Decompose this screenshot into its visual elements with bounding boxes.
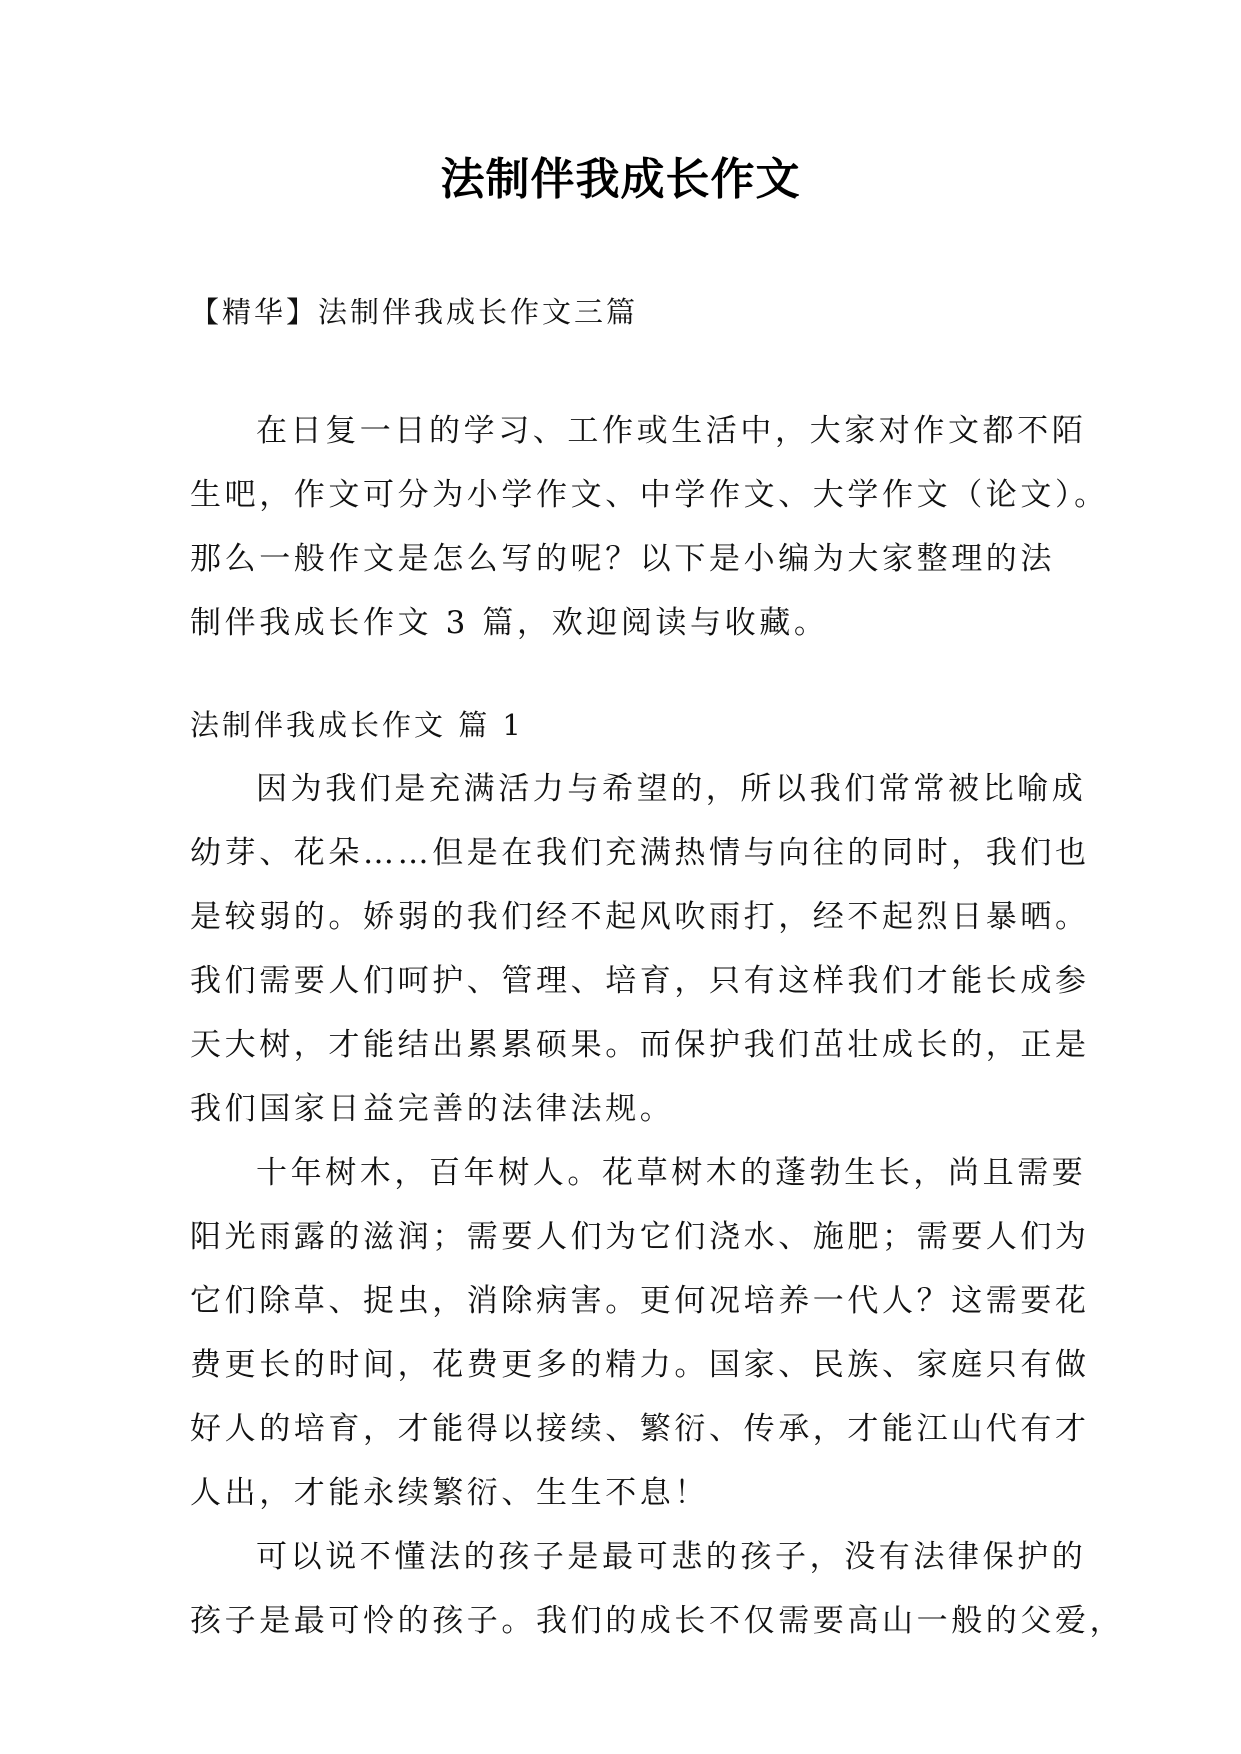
text-line: 阳光雨露的滋润；需要人们为它们浇水、施肥；需要人们为	[190, 1219, 1090, 1255]
text-line: 那么一般作文是怎么写的呢？以下是小编为大家整理的法	[190, 541, 1055, 577]
document-subtitle: 【精华】法制伴我成长作文三篇	[190, 295, 639, 329]
text-line: 我们国家日益完善的法律法规。	[190, 1091, 675, 1127]
text-line: 因为我们是充满活力与希望的，所以我们常常被比喻成	[256, 771, 1087, 807]
intro-paragraph	[190, 399, 1109, 655]
text-line: 好人的培育，才能得以接续、繁衍、传承，才能江山代有才	[190, 1411, 1090, 1447]
document-title: 法制伴我成长作文	[440, 154, 801, 205]
text-line: 天大树，才能结出累累硕果。而保护我们茁壮成长的，正是	[190, 1027, 1090, 1063]
text-line: 幼芽、花朵……但是在我们充满热情与向往的同时，我们也	[190, 835, 1090, 871]
text-line: 孩子是最可怜的孩子。我们的成长不仅需要高山一般的父爱，	[190, 1603, 1125, 1639]
text-line: 我们需要人们呵护、管理、培育，只有这样我们才能长成参	[190, 963, 1090, 999]
text-line: 可以说不懂法的孩子是最可悲的孩子，没有法律保护的	[256, 1539, 1087, 1575]
text-line: 生吧，作文可分为小学作文、中学作文、大学作文（论文）。	[190, 477, 1109, 513]
section-heading: 法制伴我成长作文 篇 1	[190, 708, 524, 742]
text-line: 人出，才能永续繁衍、生生不息！	[190, 1475, 709, 1511]
essay-section-1	[190, 693, 1125, 1653]
text-line: 制伴我成长作文 3 篇，欢迎阅读与收藏。	[190, 605, 829, 641]
text-line: 是较弱的。娇弱的我们经不起风吹雨打，经不起烈日暴晒。	[190, 899, 1090, 935]
text-line: 费更长的时间，花费更多的精力。国家、民族、家庭只有做	[190, 1347, 1090, 1383]
text-line: 在日复一日的学习、工作或生活中，大家对作文都不陌	[256, 413, 1087, 449]
text-line: 它们除草、捉虫，消除病害。更何况培养一代人？这需要花	[190, 1283, 1090, 1319]
text-line: 十年树木，百年树人。花草树木的蓬勃生长，尚且需要	[256, 1155, 1087, 1191]
